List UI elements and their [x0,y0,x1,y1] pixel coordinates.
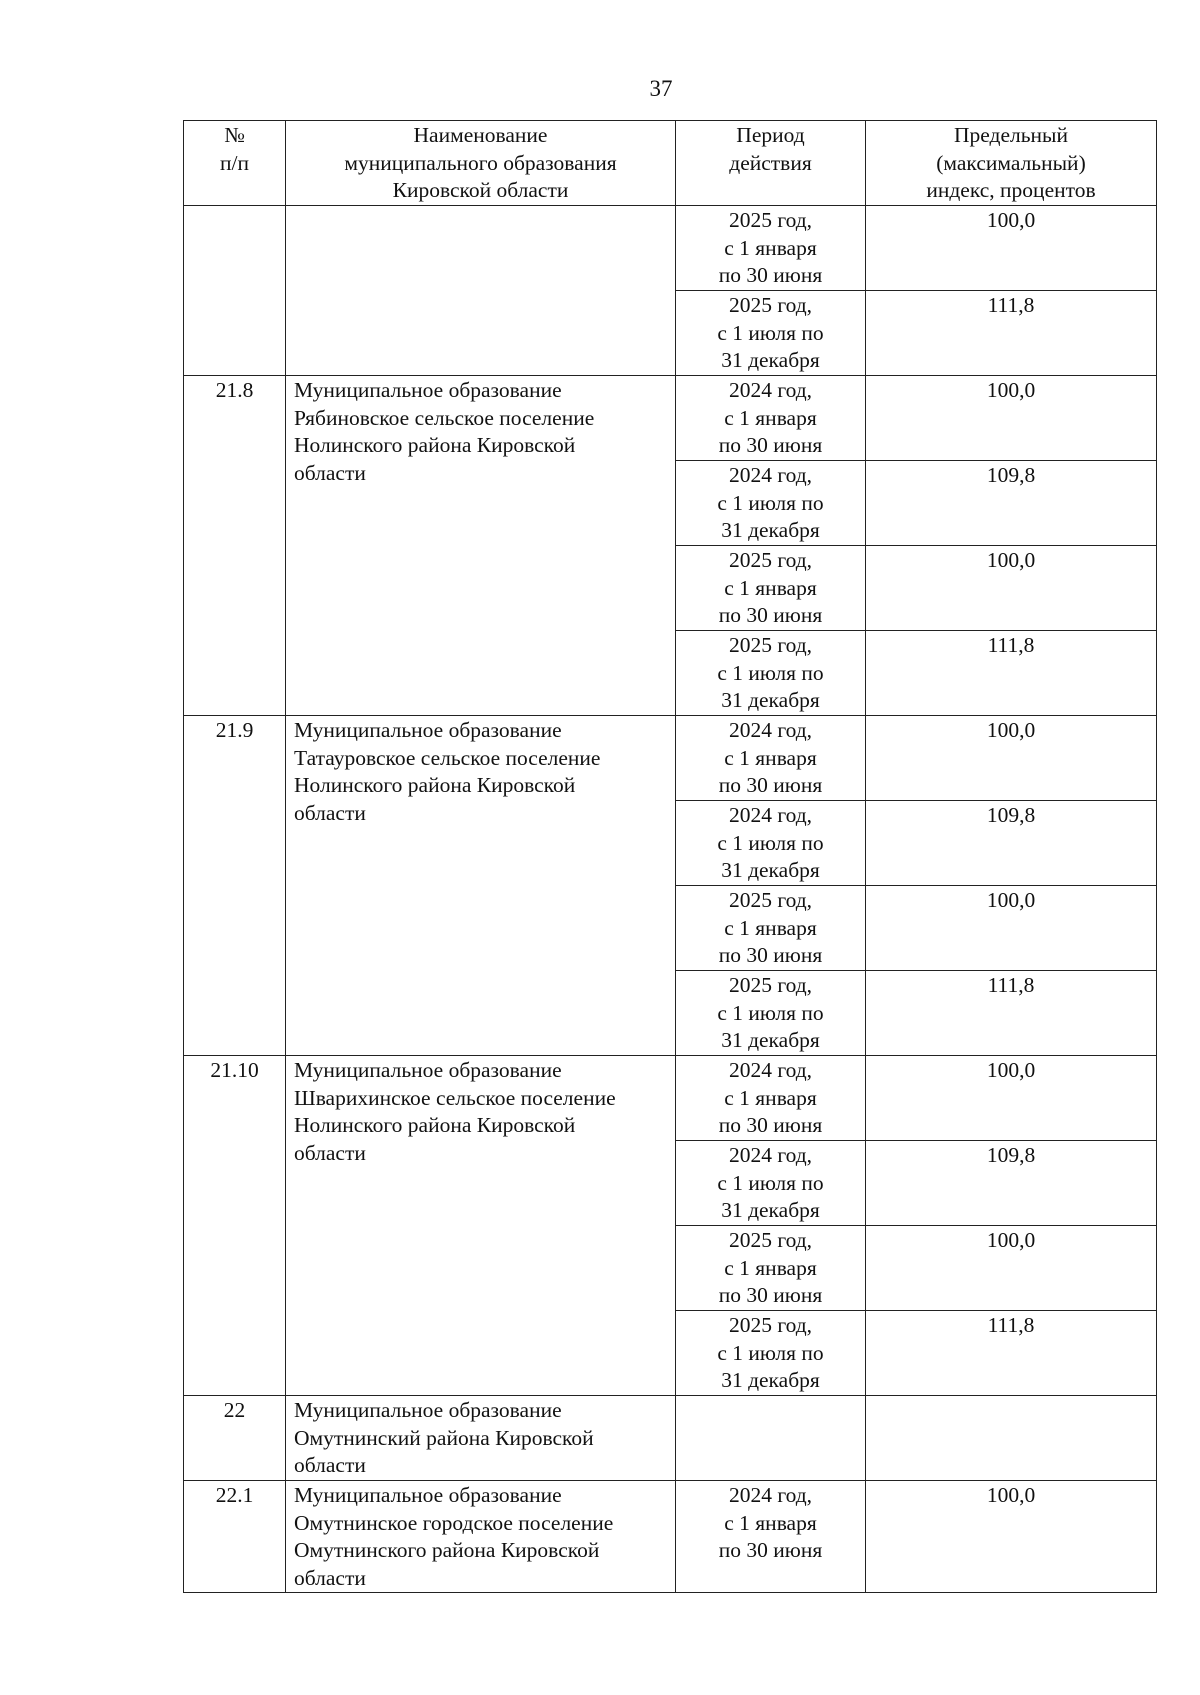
table-row [184,1481,1157,1593]
index-value: 100,0 [866,1056,1157,1141]
row-number: 21.8 [184,376,286,716]
header-name: Наименование муниципального образования Кировской области [286,121,676,206]
period-cell: 2024 год, с 1 января по 30 июня [676,1056,866,1141]
index-value: 100,0 [866,716,1157,801]
period-cell: 2025 год, с 1 июля по 31 декабря [676,1311,866,1396]
row-number: 21.9 [184,716,286,1056]
municipality-name: Муниципальное образование Татауровское сельское поселение Нолинского района Кировской области [286,716,676,1056]
period-cell: 2025 год, с 1 января по 30 июня [676,546,866,631]
index-value: 111,8 [866,291,1157,376]
period-cell: 2025 год, с 1 июля по 31 декабря [676,631,866,716]
header-num: № п/п [184,121,286,206]
page-number: 37 [649,76,673,101]
index-table [183,120,1157,1593]
period-cell: 2024 год, с 1 января по 30 июня [676,716,866,801]
municipality-name: Муниципальное образование Рябиновское сельское поселение Нолинского района Кировской области [286,376,676,716]
index-value: 100,0 [866,546,1157,631]
row-number: 22.1 [184,1481,286,1593]
index-value: 100,0 [866,1226,1157,1311]
row-number: 22 [184,1396,286,1481]
period-cell: 2025 год, с 1 июля по 31 декабря [676,971,866,1056]
period-cell [676,1396,866,1481]
period-cell: 2024 год, с 1 января по 30 июня [676,376,866,461]
index-value: 109,8 [866,801,1157,886]
index-value: 109,8 [866,461,1157,546]
table-row [184,1396,1157,1481]
municipality-name: Муниципальное образование Омутнинское городское поселение Омутнинского района Кировской области [286,1481,676,1593]
index-value: 100,0 [866,206,1157,291]
period-cell: 2024 год, с 1 июля по 31 декабря [676,1141,866,1226]
municipality-name: Муниципальное образование Омутнинский района Кировской области [286,1396,676,1481]
row-number: 21.10 [184,1056,286,1396]
index-value: 111,8 [866,971,1157,1056]
table-row [184,1056,1157,1141]
row-number [184,206,286,376]
index-value: 100,0 [866,376,1157,461]
index-value: 111,8 [866,1311,1157,1396]
index-value: 100,0 [866,886,1157,971]
municipality-name: Муниципальное образование Шварихинское сельское поселение Нолинского района Кировской области [286,1056,676,1396]
period-cell: 2025 год, с 1 января по 30 июня [676,1226,866,1311]
index-value: 111,8 [866,631,1157,716]
period-cell: 2025 год, с 1 января по 30 июня [676,886,866,971]
period-cell: 2024 год, с 1 июля по 31 декабря [676,801,866,886]
municipality-name [286,206,676,376]
header-index: Предельный (максимальный) индекс, процентов [866,121,1157,206]
period-cell: 2025 год, с 1 июля по 31 декабря [676,291,866,376]
table-row [184,376,1157,461]
period-cell: 2024 год, с 1 января по 30 июня [676,1481,866,1593]
period-cell: 2025 год, с 1 января по 30 июня [676,206,866,291]
table-header-row [184,121,1157,206]
index-value: 109,8 [866,1141,1157,1226]
period-cell: 2024 год, с 1 июля по 31 декабря [676,461,866,546]
table-row [184,716,1157,801]
index-value: 100,0 [866,1481,1157,1593]
index-value [866,1396,1157,1481]
table-row [184,206,1157,291]
header-period: Период действия [676,121,866,206]
